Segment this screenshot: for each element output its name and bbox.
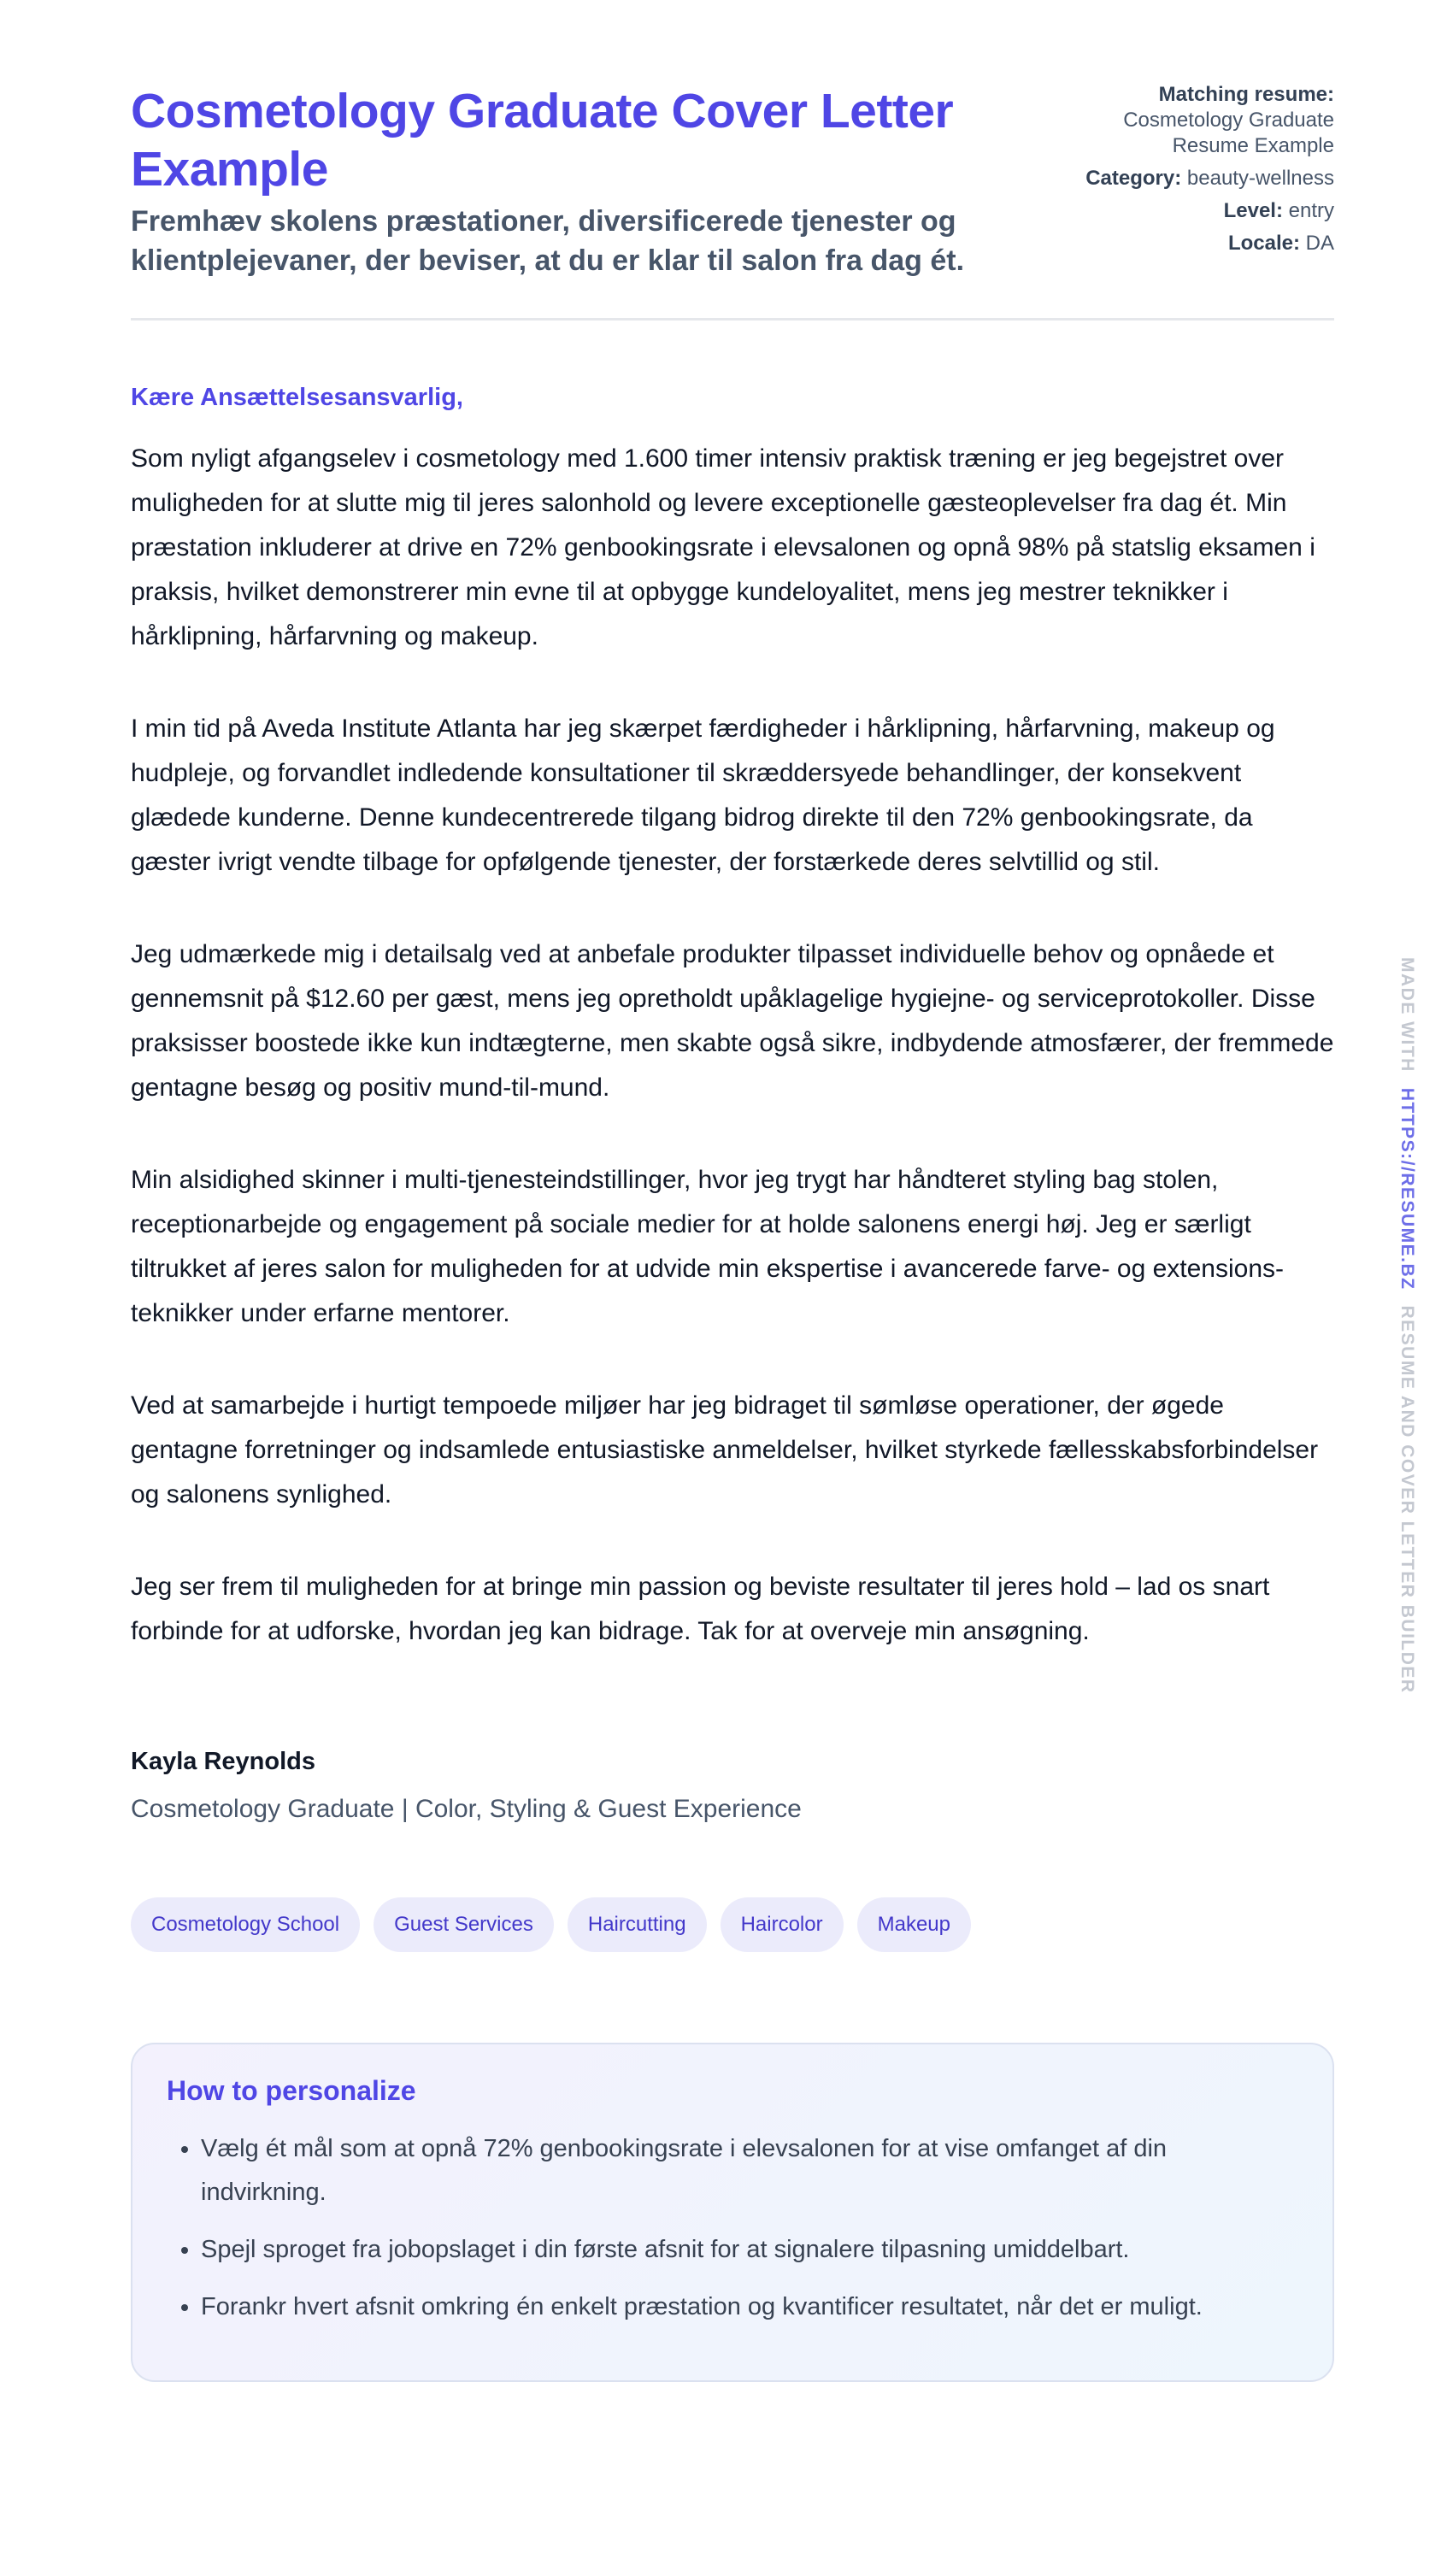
matching-resume-label: Matching resume: — [1158, 83, 1334, 106]
category-value: beauty-wellness — [1186, 167, 1334, 190]
letter-body — [131, 437, 1334, 1654]
matching-resume-link[interactable]: Cosmetology Graduate — [1123, 109, 1334, 132]
page-subtitle: Fremhæv skolens præstationer, diversificerede tjenester og klientplejevaner, der beviser, at du er klar til salon fra dag ét. — [131, 205, 965, 277]
page-title: Cosmetology Graduate Cover Letter Example — [131, 84, 954, 197]
made-with-sidebar — [1397, 957, 1417, 1694]
matching-resume-link-2[interactable]: Resume Example — [1172, 134, 1334, 157]
tag-chip: Haircutting — [568, 1897, 707, 1952]
level-value: entry — [1288, 199, 1334, 222]
paragraph: Min alsidighed skinner i multi-tjenesteindstillinger, hvor jeg trygt har håndteret styling bag stolen, receptionarbejde og engagement på sociale medier for at holde salonens energi høj. Jeg er særligt tiltrukket af jeres salon for muligheden for at udvide min ekspertise i avancerede farve- og extensions-teknikker under erfarne mentorer. — [131, 1166, 1285, 1327]
paragraph: Som nyligt afgangselev i cosmetology med 1.600 timer intensiv praktisk træning er jeg begejstret over muligheden for at slutte mig til jeres salonhold og levere exceptionelle gæsteoplevelser fra dag ét. Min præstation inkluderer at drive en 72% genbookingsrate i elevsalonen og opnå 98% på statslig eksamen i praksis, hvilket demonstrerer min evne til at opbygge kundeloyalitet, mens jeg mestrer teknikker i hårklipning, hårfarvning og makeup. — [131, 444, 1315, 650]
tips-title: How to personalize — [167, 2075, 416, 2106]
salutation: Kære Ansættelsesansvarlig, — [131, 384, 463, 411]
tips-list — [167, 2127, 1298, 2329]
meta-panel — [1085, 82, 1334, 280]
tag-chip: Makeup — [857, 1897, 971, 1952]
paragraph: Ved at samarbejde i hurtigt tempoede miljøer har jeg bidraget til sømløse operationer, der øgede gentagne forretninger og indsamlede entusiastiske anmeldelser, hvilket styrkede fællesskabsforbindelser og salonens synlighed. — [131, 1391, 1319, 1509]
tip-item: • Vælg ét mål som at opnå 72% genbookingsrate i elevsalonen for at vise omfanget af din indvirkning. — [201, 2127, 1298, 2214]
personalize-tips-box — [131, 2043, 1334, 2382]
locale-value: DA — [1305, 232, 1334, 255]
tip-item: • Spejl sproget fra jobopslaget i din første afsnit for at signalere tilpasning umiddelbart. — [201, 2228, 1298, 2272]
signature-name: Kayla Reynolds — [131, 1748, 315, 1775]
made-with-prefix: MADE WITH — [1397, 957, 1417, 1073]
cover-letter-page — [131, 82, 1334, 2382]
category-label: Category: — [1085, 167, 1182, 190]
paragraph: Jeg udmærkede mig i detailsalg ved at anbefale produkter tilpasset individuelle behov og opnåede et gennemsnit på $12.60 per gæst, mens jeg opretholdt upåklagelige hygiejne- og serviceprotokoller. Disse praksisser boostede ikke kun indtægterne, men skabte også sikre, indbydende atmosfærer, der fremmede gentagne besøg og positiv mund-til-mund. — [131, 940, 1334, 1102]
skill-tags — [131, 1897, 1334, 1952]
resume-bz-link[interactable]: HTTPS://RESUME.BZ — [1397, 1087, 1417, 1291]
tip-item: • Forankr hvert afsnit omkring én enkelt præstation og kvantificer resultatet, når det er muligt. — [201, 2285, 1298, 2329]
tag-chip: Cosmetology School — [131, 1897, 360, 1952]
paragraph: Jeg ser frem til muligheden for at bringe min passion og beviste resultater til jeres hold – lad os snart forbinde for at udforske, hvordan jeg kan bidrage. Tak for at overveje min ansøgning. — [131, 1573, 1270, 1645]
locale-label: Locale: — [1227, 232, 1300, 255]
tag-chip: Guest Services — [374, 1897, 554, 1952]
tag-chip: Haircolor — [721, 1897, 844, 1952]
header-divider — [131, 318, 1334, 321]
level-label: Level: — [1223, 199, 1283, 222]
page-header — [131, 82, 1334, 280]
made-with-suffix: RESUME AND COVER LETTER BUILDER — [1397, 1305, 1417, 1694]
signature-title: Cosmetology Graduate | Color, Styling & Guest Experience — [131, 1795, 802, 1823]
paragraph: I min tid på Aveda Institute Atlanta har jeg skærpet færdigheder i hårklipning, hårfarvning, makeup og hudpleje, og forvandlet indledende konsultationer til skræddersyede behandlinger, der konsekvent glædede kunderne. Denne kundecentrerede tilgang bidrog direkte til den 72% genbookingsrate, da gæster ivrigt vendte tilbage for opfølgende tjenester, der forstærkede deres selvtillid og stil. — [131, 715, 1275, 876]
